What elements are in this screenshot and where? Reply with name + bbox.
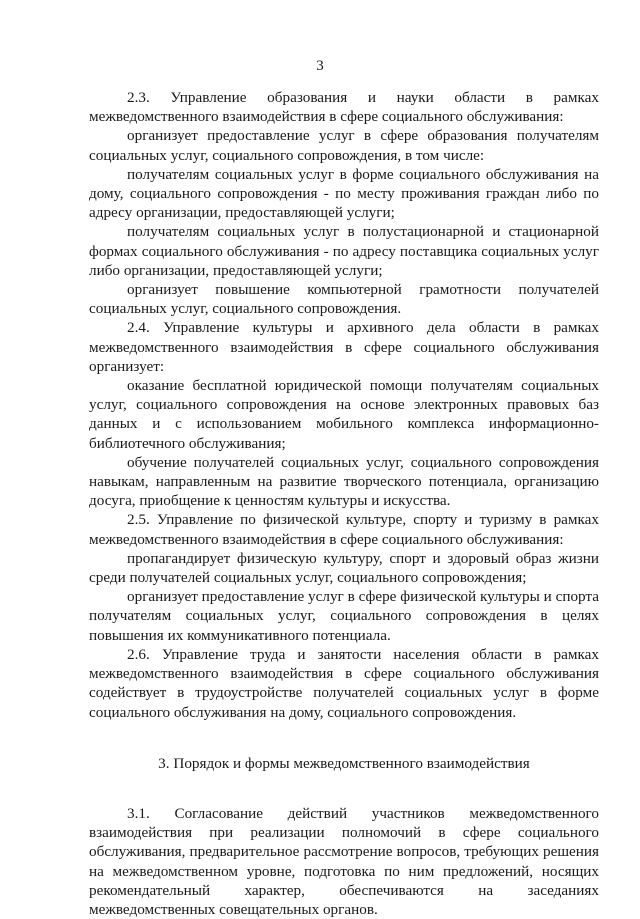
paragraph: организует предоставление услуг в сфере образования получателям социальных услуг, социального сопровождения, в том числе: bbox=[89, 127, 599, 164]
page-number: 3 bbox=[316, 58, 324, 74]
paragraph: получателям социальных услуг в форме социального обслуживания на дому, социального сопровождения - по месту проживания граждан либо по адресу организации, предоставляющей услуги; bbox=[89, 165, 599, 222]
paragraph-3-1: 3.1. Согласование действий участников межведомственного взаимодействия при реализации полномочий в сфере социального обслуживания, предварительное рассмотрение вопросов, требующих решения на межведомственном уровне, подготовка по ним предложений, носящих рекомендательный характер, обеспечиваются на заседаниях межведомственных совещательных органов. bbox=[89, 804, 599, 918]
paragraph: оказание бесплатной юридической помощи получателям социальных услуг, социального сопровождения на основе электронных правовых баз данных и с использованием мобильного комплекса информационно-библиотечного обслуживания; bbox=[89, 377, 599, 452]
paragraph-2-4: 2.4. Управление культуры и архивного дела области в рамках межведомственного взаимодействия в сфере социального обслуживания организует: bbox=[89, 319, 599, 375]
paragraph: обучение получателей социальных услуг, социального сопровождения навыкам, направленным на развитие творческого потенциала, организацию досуга, приобщение к ценностям культуры и искусства. bbox=[89, 453, 599, 510]
paragraph: пропагандирует физическую культуру, спорт и здоровый образ жизни среди получателей социальных услуг, социального сопровождения; bbox=[89, 549, 599, 587]
document-body bbox=[89, 88, 599, 919]
paragraph-2-6: 2.6. Управление труда и занятости населения области в рамках межведомственного взаимодействия в сфере социального обслуживания содействует в трудоустройстве получателей социальных услуг в форме социального обслуживания на дому, социального сопровождения. bbox=[89, 645, 599, 721]
paragraph: получателям социальных услуг в полустационарной и стационарной формах социального обслуживания - по адресу поставщика социальных услуг либо организации, предоставляющей услуги; bbox=[89, 223, 599, 279]
paragraph: организует предоставление услуг в сфере физической культуры и спорта получателям социальных услуг, социального сопровождения в целях повышения их коммуникативного потенциала. bbox=[89, 588, 599, 644]
section-heading: 3. Порядок и формы межведомственного взаимодействия bbox=[158, 754, 530, 772]
paragraph: организует повышение компьютерной грамотности получателей социальных услуг, социального сопровождения. bbox=[89, 281, 599, 318]
paragraph-2-5: 2.5. Управление по физической культуре, спорту и туризму в рамках межведомственного взаимодействия в сфере социального обслуживания: bbox=[89, 511, 599, 548]
paragraph-2-3: 2.3. Управление образования и науки области в рамках межведомственного взаимодействия в сфере социального обслуживания: bbox=[89, 89, 599, 126]
